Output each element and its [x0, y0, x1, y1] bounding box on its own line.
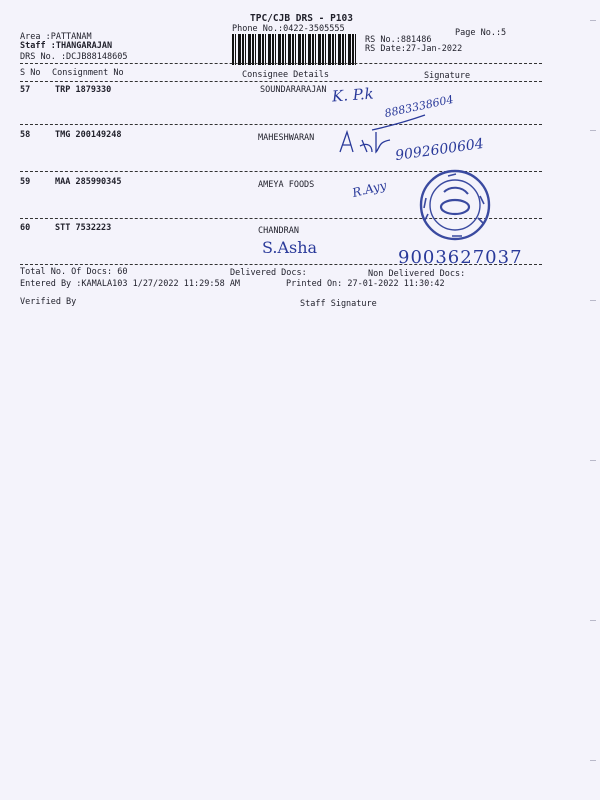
entered-by: Entered By :KAMALA103 1/27/2022 11:29:58 AM [20, 279, 241, 289]
row-59-consignment: MAA 285990345 [55, 177, 122, 187]
row-58-handwritten-phone: 9092600604 [394, 135, 485, 165]
printed-on: Printed On: 27-01-2022 11:30:42 [286, 279, 445, 289]
page-number: Page No.:5 [455, 28, 507, 38]
drs-number: DRS No. :DCJB88148605 [20, 52, 128, 62]
row-57-handwritten-phone: 8883338604 [383, 92, 455, 121]
row-59-consignee: AMEYA FOODS [258, 180, 315, 190]
scan-mark [590, 760, 596, 761]
total-docs: Total No. Of Docs: 60 [20, 267, 128, 277]
row-57-consignee: SOUNDARARAJAN [260, 85, 327, 95]
area-field: Area :PATTANAM [20, 32, 92, 42]
col-consignee: Consignee Details [242, 70, 329, 80]
scan-mark [590, 20, 596, 21]
col-consignment: Consignment No [52, 68, 124, 78]
phone-number: Phone No.:0422-3505555 [232, 24, 345, 34]
row-59-handwritten-name: R.Ayy [350, 178, 388, 200]
row-60-consignee: CHANDRAN [258, 226, 299, 236]
row-58-sno: 58 [20, 130, 31, 140]
non-delivered-docs: Non Delivered Docs: [368, 269, 466, 279]
staff-label: Staff : [20, 41, 56, 51]
scan-mark [590, 460, 596, 461]
row-59-sno: 59 [20, 177, 31, 187]
scan-mark [590, 130, 596, 131]
row-58-consignment: TMG 200149248 [55, 130, 122, 140]
delivered-docs: Delivered Docs: [230, 268, 307, 278]
scan-mark [590, 620, 596, 621]
col-signature: Signature [424, 71, 471, 81]
col-sno: S No [20, 68, 41, 78]
row-60-handwritten-name: S.Asha [262, 238, 318, 257]
row-60-handwritten-phone: 9003627037 [398, 247, 523, 268]
row-58-consignee: MAHESHWARAN [258, 133, 315, 143]
row-57-handwritten-name: K. P.k [331, 84, 375, 106]
row-57-consignment: TRP 1879330 [55, 85, 112, 95]
rs-date: RS Date:27-Jan-2022 [365, 44, 463, 54]
staff-name: THANGARAJAN [55, 41, 113, 51]
sheet-title: TPC/CJB DRS - P103 [250, 13, 353, 24]
row-60-consignment: STT 7532223 [55, 223, 112, 233]
scan-mark [590, 300, 596, 301]
rs-number: RS No.:881486 [365, 35, 432, 45]
row-60-sno: 60 [20, 223, 31, 233]
verified-by: Verified By [20, 297, 77, 307]
staff-signature: Staff Signature [300, 299, 377, 309]
row-57-sno: 57 [20, 85, 31, 95]
